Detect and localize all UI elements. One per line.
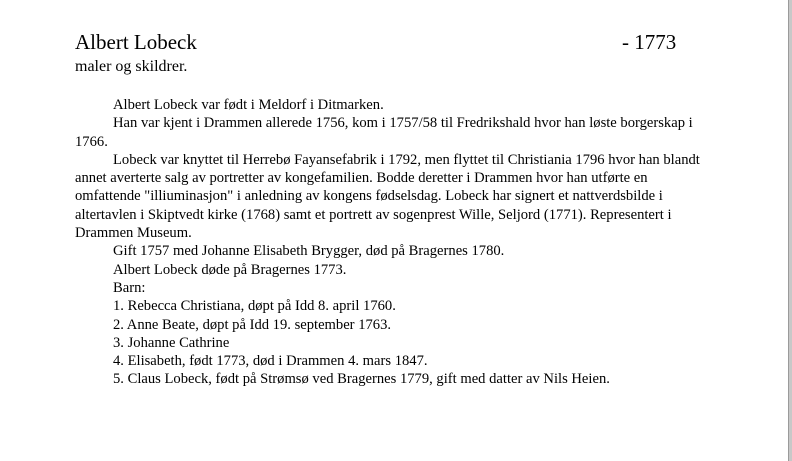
list-item: 5. Claus Lobeck, født på Strømsø ved Bragernes 1779, gift med datter av Nils Heien. (113, 371, 610, 388)
paragraph-death: Albert Lobeck døde på Bragernes 1773. (113, 261, 347, 278)
years-label: - 1773 (622, 30, 677, 54)
window-right-edge (788, 0, 792, 461)
biography-body (75, 96, 715, 389)
person-name-heading: Albert Lobeck (75, 30, 197, 54)
paragraph-drammen: Han var kjent i Drammen allerede 1756, kom i 1757/58 til Fredrikshald hvor han løste borgerskap i 1766. (75, 115, 693, 150)
paragraph-career: Lobeck var knyttet til Herrebø Fayansefabrik i 1792, men flyttet til Christiania 1796 hvor han blandt annet averterte salg av portretter av kongefamilien. Bodde deretter i Drammen hvor han utførte en omfattende "illiuminasjon" i anledning av kongens fødselsdag. Lobeck har signert et nattverdsbilde i altertavlen i Skiptvedt kirke (1768) samt et portrett av sogenprest Wille, Seljord (1771). Representert i Drammen Museum. (75, 151, 700, 242)
paragraph-marriage: Gift 1757 med Johanne Elisabeth Brygger, død på Bragernes 1780. (113, 243, 505, 260)
list-item: 2. Anne Beate, døpt på Idd 19. september 1763. (113, 316, 392, 333)
occupation-subtitle: maler og skildrer. (75, 58, 188, 75)
list-item: 4. Elisabeth, født 1773, død i Drammen 4. mars 1847. (113, 353, 428, 370)
paragraph-birth: Albert Lobeck var født i Meldorf i Ditmarken. (113, 97, 384, 113)
children-heading: Barn: (113, 279, 146, 296)
list-item: 1. Rebecca Christiana, døpt på Idd 8. april 1760. (113, 298, 396, 315)
list-item: 3. Johanne Cathrine (113, 334, 230, 351)
